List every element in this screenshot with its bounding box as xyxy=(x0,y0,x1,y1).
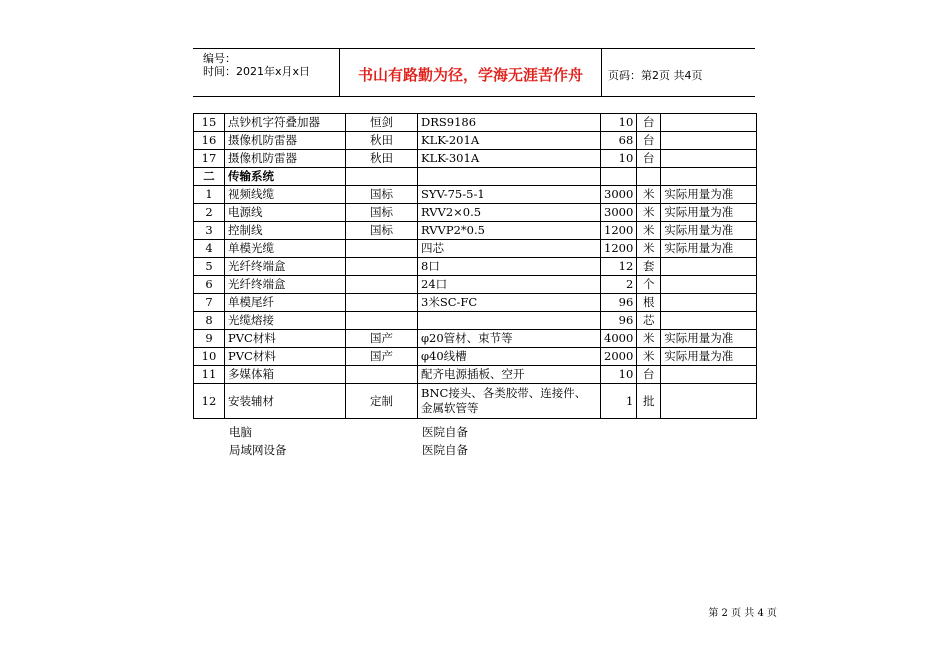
row-number: 6 xyxy=(194,276,225,294)
row-number: 11 xyxy=(194,366,225,384)
table-row xyxy=(194,312,757,330)
page-header xyxy=(193,48,755,97)
table-row xyxy=(194,132,757,150)
item-model: KLK-301A xyxy=(418,150,601,168)
item-brand: 秋田 xyxy=(346,150,418,168)
item-quantity xyxy=(601,168,637,186)
table-row xyxy=(194,384,757,419)
item-name: 视频线缆 xyxy=(225,186,346,204)
extra-item-name: 电脑 xyxy=(229,425,252,439)
item-brand xyxy=(346,366,418,384)
item-unit: 根 xyxy=(637,294,661,312)
item-quantity: 1200 xyxy=(601,222,637,240)
item-unit: 芯 xyxy=(637,312,661,330)
row-number: 12 xyxy=(194,384,225,419)
extra-item-name: 局域网设备 xyxy=(229,443,287,457)
row-number: 8 xyxy=(194,312,225,330)
table-row xyxy=(194,276,757,294)
item-brand xyxy=(346,168,418,186)
item-name: 安装辅材 xyxy=(225,384,346,419)
row-number: 7 xyxy=(194,294,225,312)
document-number-label: 编号： xyxy=(203,52,236,65)
item-model: φ40线槽 xyxy=(418,348,601,366)
table-row xyxy=(194,294,757,312)
item-model xyxy=(418,168,601,186)
item-model xyxy=(418,312,601,330)
item-quantity: 2 xyxy=(601,276,637,294)
item-brand: 恒剑 xyxy=(346,114,418,132)
item-unit: 台 xyxy=(637,132,661,150)
document-date-label: 时间：2021年x月x日 xyxy=(203,65,311,78)
item-name: PVC材料 xyxy=(225,330,346,348)
row-number: 10 xyxy=(194,348,225,366)
item-name: PVC材料 xyxy=(225,348,346,366)
item-quantity: 10 xyxy=(601,150,637,168)
item-model: DRS9186 xyxy=(418,114,601,132)
item-brand xyxy=(346,258,418,276)
item-brand xyxy=(346,312,418,330)
item-model: 四芯 xyxy=(418,240,601,258)
item-note xyxy=(661,294,757,312)
item-model: RVVP2*0.5 xyxy=(418,222,601,240)
table-row xyxy=(194,186,757,204)
item-unit: 套 xyxy=(637,258,661,276)
item-unit: 米 xyxy=(637,204,661,222)
table-row xyxy=(194,240,757,258)
item-brand: 国标 xyxy=(346,222,418,240)
item-name: 多媒体箱 xyxy=(225,366,346,384)
table-row xyxy=(194,222,757,240)
item-quantity: 12 xyxy=(601,258,637,276)
item-note xyxy=(661,312,757,330)
item-quantity: 3000 xyxy=(601,186,637,204)
row-number: 15 xyxy=(194,114,225,132)
item-model: 配齐电源插板、空开 xyxy=(418,366,601,384)
page-footer: 第 2 页 共 4 页 xyxy=(708,608,777,619)
row-number: 16 xyxy=(194,132,225,150)
item-name: 摄像机防雷器 xyxy=(225,132,346,150)
item-unit: 个 xyxy=(637,276,661,294)
item-name: 摄像机防雷器 xyxy=(225,150,346,168)
item-name: 单模尾纤 xyxy=(225,294,346,312)
item-note: 实际用量为准 xyxy=(661,204,757,222)
item-note: 实际用量为准 xyxy=(661,348,757,366)
item-model: KLK-201A xyxy=(418,132,601,150)
row-number: 9 xyxy=(194,330,225,348)
item-note xyxy=(661,366,757,384)
item-quantity: 96 xyxy=(601,312,637,330)
table-row xyxy=(194,168,757,186)
item-note: 实际用量为准 xyxy=(661,186,757,204)
item-name: 光纤终端盒 xyxy=(225,276,346,294)
item-name: 单模光缆 xyxy=(225,240,346,258)
item-quantity: 10 xyxy=(601,366,637,384)
header-slogan: 书山有路勤为径，学海无涯苦作舟 xyxy=(339,49,602,96)
item-model: 3米SC-FC xyxy=(418,294,601,312)
item-brand: 国产 xyxy=(346,330,418,348)
item-quantity: 4000 xyxy=(601,330,637,348)
table-row xyxy=(194,114,757,132)
item-name: 控制线 xyxy=(225,222,346,240)
item-unit xyxy=(637,168,661,186)
item-quantity: 3000 xyxy=(601,204,637,222)
item-name: 电源线 xyxy=(225,204,346,222)
item-unit: 米 xyxy=(637,186,661,204)
item-brand xyxy=(346,294,418,312)
item-unit: 台 xyxy=(637,150,661,168)
item-unit: 米 xyxy=(637,222,661,240)
item-brand xyxy=(346,240,418,258)
item-note: 实际用量为准 xyxy=(661,222,757,240)
item-note: 实际用量为准 xyxy=(661,240,757,258)
item-note xyxy=(661,276,757,294)
item-name: 传输系统 xyxy=(225,168,346,186)
row-number: 3 xyxy=(194,222,225,240)
equipment-table-body xyxy=(194,114,757,419)
item-quantity: 96 xyxy=(601,294,637,312)
item-model: RVV2×0.5 xyxy=(418,204,601,222)
item-quantity: 10 xyxy=(601,114,637,132)
item-note xyxy=(661,132,757,150)
item-brand: 定制 xyxy=(346,384,418,419)
item-model: 8口 xyxy=(418,258,601,276)
row-number: 二 xyxy=(194,168,225,186)
item-brand xyxy=(346,276,418,294)
table-row xyxy=(194,330,757,348)
item-unit: 米 xyxy=(637,330,661,348)
item-brand: 秋田 xyxy=(346,132,418,150)
item-unit: 批 xyxy=(637,384,661,419)
row-number: 2 xyxy=(194,204,225,222)
table-row xyxy=(194,204,757,222)
extra-item-note: 医院自备 xyxy=(422,443,468,457)
item-brand: 国标 xyxy=(346,204,418,222)
item-model: BNC接头、各类胶带、连接件、金属软管等 xyxy=(418,384,601,419)
item-unit: 台 xyxy=(637,366,661,384)
row-number: 17 xyxy=(194,150,225,168)
equipment-table xyxy=(193,113,757,419)
header-page-label: 页码：第2页 共4页 xyxy=(608,68,703,82)
item-note: 实际用量为准 xyxy=(661,330,757,348)
item-note xyxy=(661,384,757,419)
item-unit: 台 xyxy=(637,114,661,132)
item-note xyxy=(661,168,757,186)
item-name: 光纤终端盒 xyxy=(225,258,346,276)
item-unit: 米 xyxy=(637,348,661,366)
extra-item-note: 医院自备 xyxy=(422,425,468,439)
row-number: 1 xyxy=(194,186,225,204)
item-unit: 米 xyxy=(637,240,661,258)
table-row xyxy=(194,366,757,384)
row-number: 4 xyxy=(194,240,225,258)
item-quantity: 2000 xyxy=(601,348,637,366)
table-row xyxy=(194,348,757,366)
table-row xyxy=(194,150,757,168)
table-row xyxy=(194,258,757,276)
item-quantity: 1200 xyxy=(601,240,637,258)
item-brand: 国标 xyxy=(346,186,418,204)
header-info xyxy=(193,49,339,96)
item-model: 24口 xyxy=(418,276,601,294)
item-quantity: 68 xyxy=(601,132,637,150)
row-number: 5 xyxy=(194,258,225,276)
item-model: SYV-75-5-1 xyxy=(418,186,601,204)
item-brand: 国产 xyxy=(346,348,418,366)
item-note xyxy=(661,114,757,132)
item-note xyxy=(661,258,757,276)
item-quantity: 1 xyxy=(601,384,637,419)
item-name: 光缆熔接 xyxy=(225,312,346,330)
item-model: φ20管材、束节等 xyxy=(418,330,601,348)
item-name: 点钞机字符叠加器 xyxy=(225,114,346,132)
item-note xyxy=(661,150,757,168)
